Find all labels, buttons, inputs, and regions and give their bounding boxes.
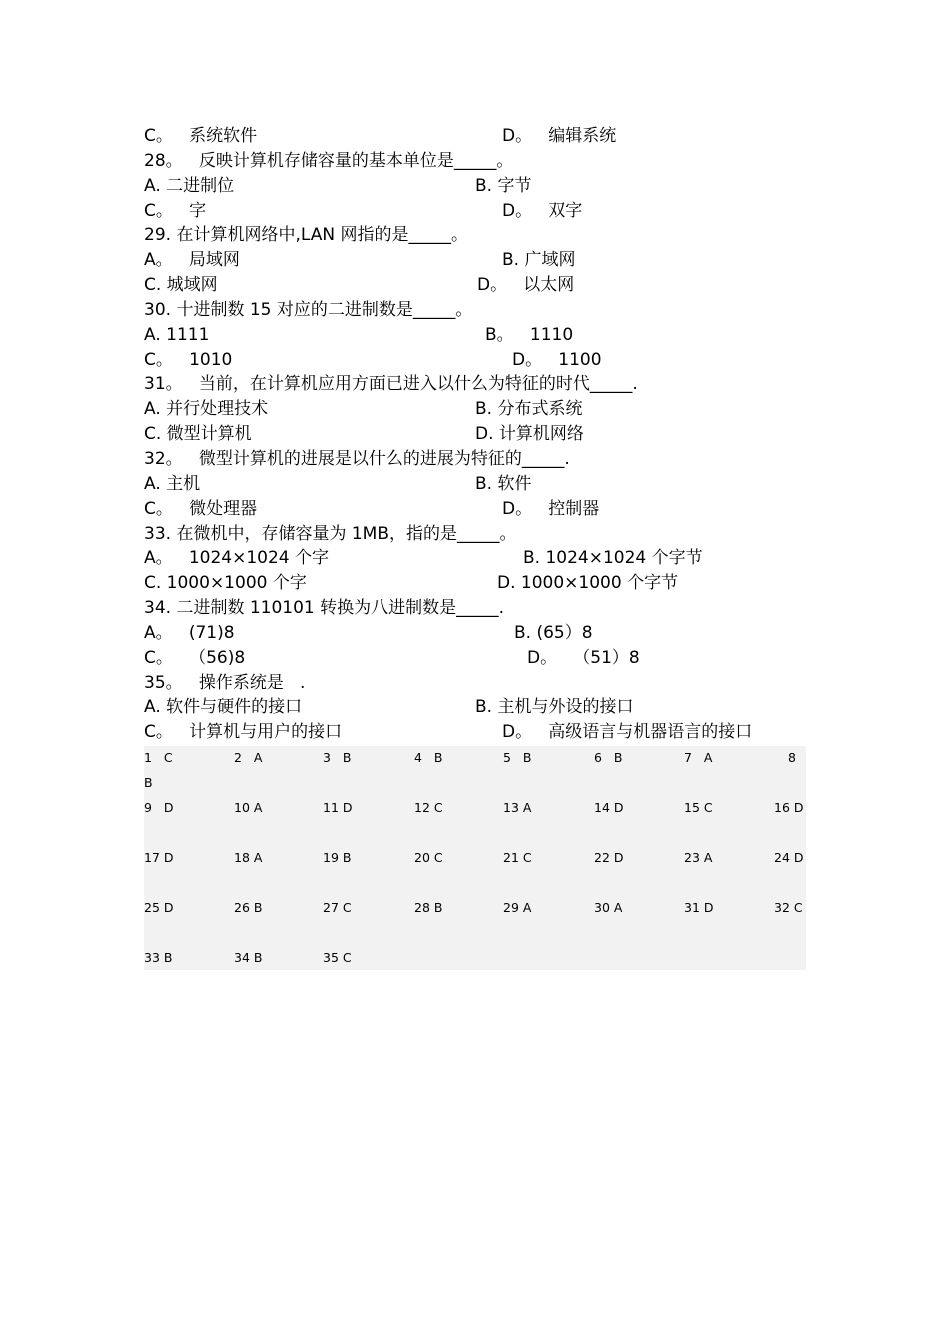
question-line bbox=[144, 149, 806, 174]
line-left-text: C. 1000×1000 个字 bbox=[144, 573, 307, 594]
question-line bbox=[144, 621, 806, 646]
line-left-text: C。 微处理器 bbox=[144, 498, 258, 519]
question-line bbox=[144, 671, 806, 696]
line-left-text: 29. 在计算机网络中,LAN 网指的是_____。 bbox=[144, 225, 468, 246]
line-left-text: C. 微型计算机 bbox=[144, 424, 252, 445]
question-line bbox=[144, 447, 806, 472]
answer-cell: 23 A bbox=[684, 850, 713, 865]
line-left-text: C. 城域网 bbox=[144, 275, 218, 296]
answer-cell: 5 B bbox=[503, 750, 532, 765]
answer-cell: 24 D bbox=[774, 850, 804, 865]
answer-cell: 28 B bbox=[414, 900, 443, 915]
answer-cell: 27 C bbox=[323, 900, 352, 915]
line-left-text: 35。 操作系统是 . bbox=[144, 672, 306, 693]
answer-cell: 8 bbox=[788, 750, 796, 765]
answer-cell: 21 C bbox=[503, 850, 532, 865]
answer-cell: 32 C bbox=[774, 900, 803, 915]
line-left-text: A. 二进制位 bbox=[144, 175, 235, 196]
line-left-text: 32。 微型计算机的进展是以什么的进展为特征的_____. bbox=[144, 448, 570, 469]
answer-cell: 22 D bbox=[594, 850, 624, 865]
answer-cell: 13 A bbox=[503, 800, 532, 815]
line-right-text: D。 1100 bbox=[512, 349, 602, 370]
line-left-text: A. 1111 bbox=[144, 324, 210, 345]
answer-cell: 33 B bbox=[144, 950, 173, 965]
line-left-text: C。 字 bbox=[144, 200, 207, 221]
line-right-text: B. 分布式系统 bbox=[475, 399, 583, 420]
question-line bbox=[144, 497, 806, 522]
question-line bbox=[144, 323, 806, 348]
answer-cell: 18 A bbox=[234, 850, 263, 865]
question-line bbox=[144, 546, 806, 571]
answer-cell: 35 C bbox=[323, 950, 352, 965]
line-left-text: A。 (71)8 bbox=[144, 622, 235, 643]
answer-cell: 3 B bbox=[323, 750, 352, 765]
question-line bbox=[144, 174, 806, 199]
answer-key bbox=[144, 746, 806, 970]
question-line bbox=[144, 248, 806, 273]
line-left-text: C。 （56)8 bbox=[144, 647, 246, 668]
line-right-text: B. 字节 bbox=[475, 175, 532, 196]
line-right-text: B. (65）8 bbox=[514, 622, 593, 643]
question-line bbox=[144, 596, 806, 621]
line-left-text: 34. 二进制数 110101 转换为八进制数是_____. bbox=[144, 598, 505, 619]
answer-cell: 26 B bbox=[234, 900, 263, 915]
question-line bbox=[144, 522, 806, 547]
question-line bbox=[144, 472, 806, 497]
answer-cell-wrap: B bbox=[144, 775, 153, 790]
question-line bbox=[144, 199, 806, 224]
answer-cell: 31 D bbox=[684, 900, 714, 915]
answer-cell: 7 A bbox=[684, 750, 713, 765]
line-left-text: 31。 当前，在计算机应用方面已进入以什么为特征的时代_____. bbox=[144, 374, 638, 395]
question-line bbox=[144, 695, 806, 720]
answer-cell: 4 B bbox=[414, 750, 443, 765]
line-left-text: C。 1010 bbox=[144, 349, 233, 370]
question-line bbox=[144, 298, 806, 323]
answer-cell: 34 B bbox=[234, 950, 263, 965]
line-left-text: C。 系统软件 bbox=[144, 126, 258, 146]
answer-cell: 11 D bbox=[323, 800, 353, 815]
question-line bbox=[144, 571, 806, 596]
answer-cell: 1 C bbox=[144, 750, 173, 765]
answer-cell: 6 B bbox=[594, 750, 623, 765]
answer-cell: 15 C bbox=[684, 800, 713, 815]
answer-cell: 12 C bbox=[414, 800, 443, 815]
line-right-text: D。 编辑系统 bbox=[502, 126, 617, 146]
line-left-text: A. 并行处理技术 bbox=[144, 399, 269, 420]
answer-cell: 17 D bbox=[144, 850, 174, 865]
line-right-text: D。 高级语言与机器语言的接口 bbox=[502, 722, 753, 743]
question-list bbox=[144, 124, 806, 745]
line-left-text: 30. 十进制数 15 对应的二进制数是_____。 bbox=[144, 299, 473, 320]
answer-cell: 14 D bbox=[594, 800, 624, 815]
line-left-text: A. 主机 bbox=[144, 473, 201, 494]
line-right-text: B. 1024×1024 个字节 bbox=[523, 548, 703, 569]
answer-cell: 9 D bbox=[144, 800, 174, 815]
answer-cell: 25 D bbox=[144, 900, 174, 915]
line-right-text: B. 主机与外设的接口 bbox=[475, 697, 634, 718]
line-left-text: A。 局域网 bbox=[144, 250, 240, 271]
question-line bbox=[144, 422, 806, 447]
question-line bbox=[144, 348, 806, 373]
question-line bbox=[144, 273, 806, 298]
line-left-text: 28。 反映计算机存储容量的基本单位是_____。 bbox=[144, 150, 514, 171]
answer-cell: 20 C bbox=[414, 850, 443, 865]
line-right-text: D. 计算机网络 bbox=[475, 424, 584, 445]
answer-cell: 10 A bbox=[234, 800, 263, 815]
line-right-text: D。 以太网 bbox=[477, 275, 575, 296]
question-line bbox=[144, 124, 806, 149]
line-right-text: B. 软件 bbox=[475, 473, 532, 494]
question-line bbox=[144, 372, 806, 397]
question-line bbox=[144, 397, 806, 422]
line-right-text: D。 双字 bbox=[502, 200, 583, 221]
answer-cell: 16 D bbox=[774, 800, 804, 815]
line-right-text: B。 1110 bbox=[485, 324, 574, 345]
answer-cell: 30 A bbox=[594, 900, 623, 915]
line-left-text: A. 软件与硬件的接口 bbox=[144, 697, 303, 718]
question-line bbox=[144, 720, 806, 745]
answer-cell: 2 A bbox=[234, 750, 263, 765]
line-right-text: D. 1000×1000 个字节 bbox=[497, 573, 679, 594]
line-right-text: D。 控制器 bbox=[502, 498, 600, 519]
line-left-text: A。 1024×1024 个字 bbox=[144, 548, 330, 569]
line-left-text: 33. 在微机中，存储容量为 1MB，指的是_____。 bbox=[144, 523, 517, 544]
question-line bbox=[144, 646, 806, 671]
line-left-text: C。 计算机与用户的接口 bbox=[144, 722, 343, 743]
question-line bbox=[144, 223, 806, 248]
answer-cell: 19 B bbox=[323, 850, 352, 865]
answer-cell: 29 A bbox=[503, 900, 532, 915]
line-right-text: B. 广域网 bbox=[502, 250, 576, 271]
line-right-text: D。 （51）8 bbox=[527, 647, 640, 668]
